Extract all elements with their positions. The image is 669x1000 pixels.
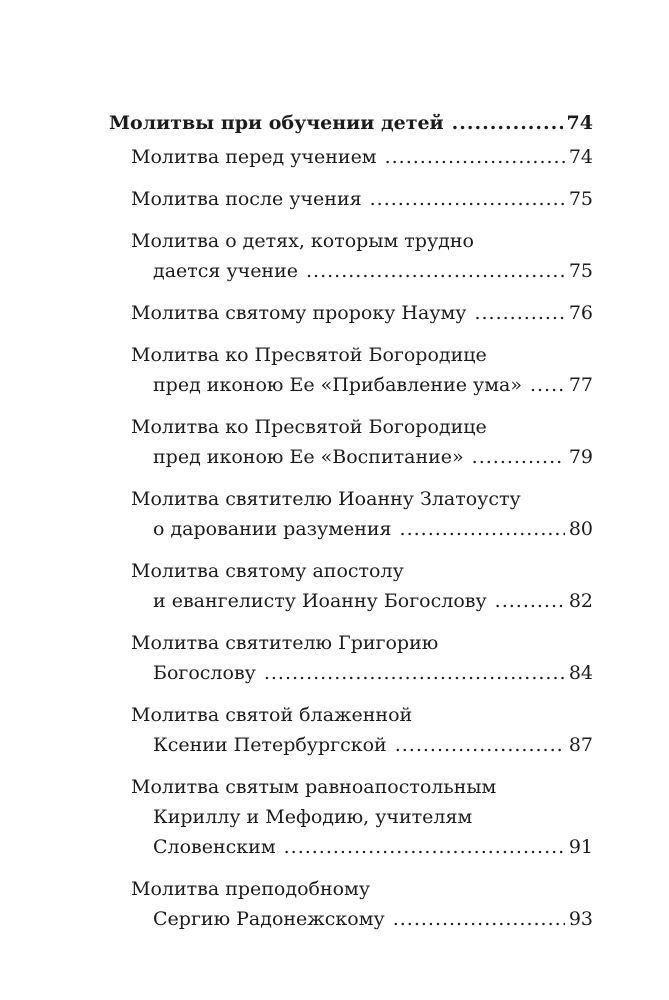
entry-page-number: 79 [568, 446, 593, 468]
toc-entry-line [131, 184, 593, 214]
toc-entry-line [131, 142, 593, 172]
entry-page-number: 80 [568, 518, 593, 540]
toc-entry [131, 412, 593, 472]
entry-title-line: Молитва святым равноапостольным [131, 776, 497, 798]
dot-leader [284, 832, 565, 862]
toc-entry [131, 772, 593, 862]
entry-page-number: 91 [568, 836, 593, 858]
entry-title-line: Ксении Петербургской [153, 734, 387, 756]
entry-title-line: Молитва святой блаженной [131, 704, 413, 726]
entry-page-number: 74 [568, 146, 593, 168]
entry-page-number: 82 [568, 590, 593, 612]
entry-title-line: Молитва святому пророку Науму [131, 302, 467, 324]
entry-title-line: дается учение [153, 260, 299, 282]
dot-leader [474, 298, 564, 328]
toc-entry-line [131, 730, 593, 760]
toc-section-heading [109, 108, 593, 138]
entry-title-line: Словенским [153, 836, 276, 858]
toc-entry [131, 298, 593, 328]
toc-entry-line [131, 298, 593, 328]
entry-title-line: Кириллу и Мефодию, учителям [153, 806, 473, 828]
section-title: Молитвы при обучении детей [109, 112, 444, 134]
toc-entry [131, 340, 593, 400]
toc-entry-line [131, 370, 593, 400]
section-page-number: 74 [566, 112, 593, 134]
entry-title-line: Молитва ко Пресвятой Богородице [131, 344, 487, 366]
toc-entry [131, 142, 593, 172]
entry-page-number: 75 [568, 188, 593, 210]
toc-entry [131, 874, 593, 934]
dot-leader [495, 586, 565, 616]
dot-leader [264, 658, 565, 688]
entry-title-line: Богослову [153, 662, 256, 684]
entry-page-number: 84 [568, 662, 593, 684]
dot-leader [472, 442, 565, 472]
dot-leader [393, 904, 565, 934]
toc-entry-line [131, 832, 593, 862]
toc-entry [131, 556, 593, 616]
dot-leader [400, 514, 565, 544]
toc-entry-line [131, 514, 593, 544]
dot-leader [370, 184, 565, 214]
entry-page-number: 77 [568, 374, 593, 396]
toc-entry-line [131, 586, 593, 616]
entry-title-line: Молитва перед учением [131, 146, 377, 168]
entry-title-line: пред иконою Ее «Воспитание» [153, 446, 464, 468]
dot-leader [395, 730, 565, 760]
toc-entry [131, 184, 593, 214]
toc-entry-line [131, 904, 593, 934]
entry-page-number: 93 [568, 908, 593, 930]
entry-title-line: и евангелисту Иоанну Богослову [153, 590, 487, 612]
entry-page-number: 87 [568, 734, 593, 756]
entry-page-number: 76 [568, 302, 593, 324]
toc-entry-line [131, 256, 593, 286]
toc-entry-line [131, 442, 593, 472]
dot-leader [530, 370, 565, 400]
table-of-contents [109, 108, 593, 946]
entry-title-line: Молитва святителю Иоанну Златоусту [131, 488, 521, 510]
toc-entry [131, 628, 593, 688]
dot-leader [385, 142, 565, 172]
toc-entry [131, 484, 593, 544]
toc-entry [131, 226, 593, 286]
entry-page-number: 75 [568, 260, 593, 282]
dot-leader [452, 108, 563, 138]
entry-title-line: Молитва святому апостолу [131, 560, 404, 582]
entry-title-line: Сергию Радонежскому [153, 908, 385, 930]
toc-entry-line [131, 658, 593, 688]
entry-title-line: Молитва преподобному [131, 878, 371, 900]
entry-title-line: Молитва ко Пресвятой Богородице [131, 416, 487, 438]
entry-title-line: Молитва после учения [131, 188, 362, 210]
entry-title-line: пред иконою Ее «Прибавление ума» [153, 374, 522, 396]
entry-title-line: Молитва о детях, которым трудно [131, 230, 474, 252]
toc-entry [131, 700, 593, 760]
entry-title-line: Молитва святителю Григорию [131, 632, 439, 654]
dot-leader [306, 256, 565, 286]
entry-title-line: о даровании разумения [153, 518, 392, 540]
